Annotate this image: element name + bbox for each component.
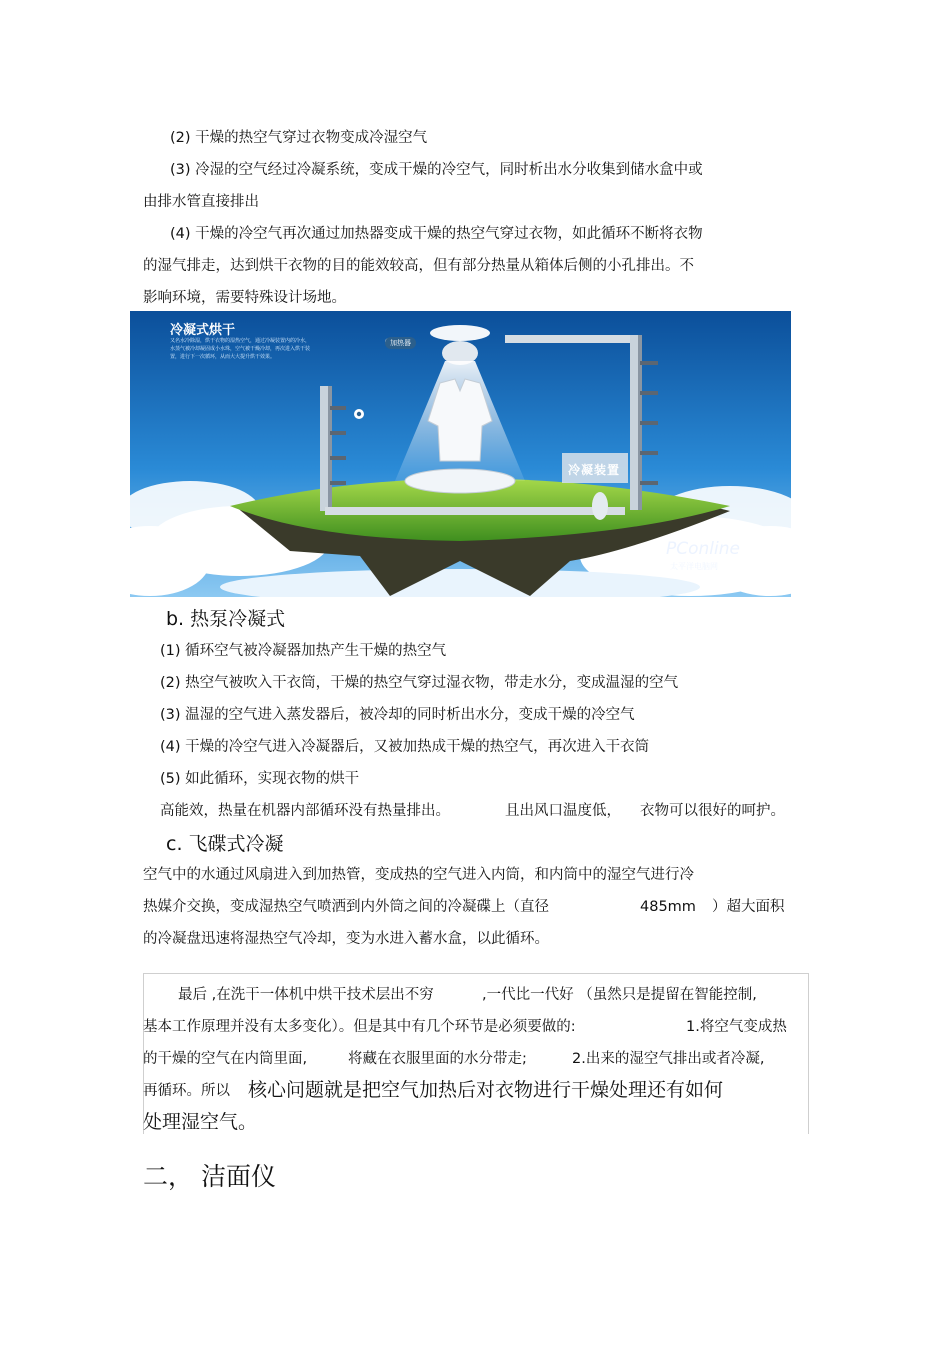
key-point-text: 核心问题就是把空气加热后对衣物进行干燥处理还有如何 — [248, 1079, 724, 1101]
text-line: 2.出来的湿空气排出或者冷凝, — [572, 1051, 765, 1067]
text-line: ,一代比一代好 （虽然只是提留在智能控制, — [482, 987, 757, 1003]
watermark: PConline — [666, 539, 740, 559]
text-line: ）超大面积 — [712, 899, 785, 915]
text-line: (3) 温湿的空气进入蒸发器后，被冷却的同时析出水分，变成干燥的冷空气 — [160, 707, 635, 723]
text-line: 485mm — [640, 899, 696, 915]
text-line: (2) 干燥的热空气穿过衣物变成冷湿空气 — [170, 130, 428, 146]
text-line: 再循环。所以 — [143, 1083, 230, 1099]
text-line: (1) 循环空气被冷凝器加热产生干燥的热空气 — [160, 643, 447, 659]
section-c-heading: c. 飞碟式冷凝 — [166, 833, 284, 855]
watermark-subtitle: 太平洋电脑网 — [670, 562, 718, 571]
summary-part: 且出风口温度低， — [505, 803, 621, 819]
text-line: (5) 如此循环，实现衣物的烘干 — [160, 771, 360, 787]
condenser-dryer-illustration — [130, 311, 791, 597]
text-line: 影响环境，需要特殊设计场地。 — [143, 290, 346, 306]
text-line: 由排水管直接排出 — [143, 194, 259, 210]
figure-title: 冷凝式烘干 — [170, 323, 236, 338]
heater-label: 加热器 — [385, 337, 416, 349]
summary-part: 高能效，热量在机器内部循环没有热量排出。 — [160, 803, 450, 819]
figure-description: 又名水冷除湿，烘干衣物的湿热空气，通过冷凝装置内的冷水，水蒸气被冷却凝固成小水珠，空气被干燥冷却，再次进入烘干装置，进行下一次循环，从而大大提升烘干效果。 — [170, 338, 311, 360]
text-line: 最后 ,在洗干一体机中烘干技术层出不穷 — [178, 987, 434, 1003]
key-point-text: 处理湿空气。 — [143, 1111, 258, 1133]
text-line: 的湿气排走，达到烘干衣物的目的能效较高，但有部分热量从箱体后侧的小孔排出。不 — [143, 258, 694, 274]
text-line: (4) 干燥的冷空气再次通过加热器变成干燥的热空气穿过衣物，如此循环不断将衣物 — [170, 226, 703, 242]
text-line: 空气中的水通过风扇进入到加热管，变成热的空气进入内筒，和内筒中的湿空气进行冷 — [143, 867, 694, 883]
section-two-heading: 二， 洁面仪 — [143, 1162, 276, 1191]
section-b-heading: b. 热泵冷凝式 — [166, 608, 286, 630]
text-line: 的干燥的空气在内筒里面, — [143, 1051, 308, 1067]
summary-part: 衣物可以很好的呵护。 — [640, 803, 785, 819]
text-line: (3) 冷湿的空气经过冷凝系统，变成干燥的冷空气，同时析出水分收集到储水盒中或 — [170, 162, 703, 178]
text-line: 热媒介交换，变成湿热空气喷洒到内外筒之间的冷凝碟上（直径 — [143, 899, 549, 915]
text-line: 的冷凝盘迅速将湿热空气冷却，变为水进入蓄水盒，以此循环。 — [143, 931, 549, 947]
text-line: 1.将空气变成热 — [686, 1019, 787, 1035]
condenser-label: 冷凝装置 — [568, 463, 621, 477]
text-line: (4) 干燥的冷空气进入冷凝器后，又被加热成干燥的热空气，再次进入干衣筒 — [160, 739, 650, 755]
text-line: (2) 热空气被吹入干衣筒，干燥的热空气穿过湿衣物，带走水分，变成温湿的空气 — [160, 675, 679, 691]
text-line: 将藏在衣服里面的水分带走; — [348, 1051, 527, 1067]
text-line: 基本工作原理并没有太多变化）。但是其中有几个环节是必须要做的: — [143, 1019, 576, 1035]
